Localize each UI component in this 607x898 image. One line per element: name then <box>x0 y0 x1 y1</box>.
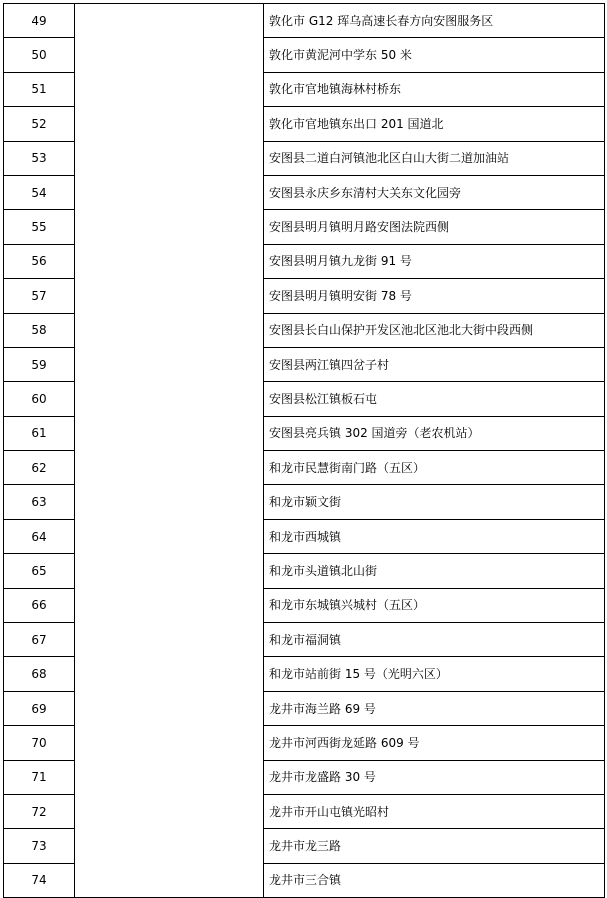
row-location: 安图县亮兵镇 302 国道旁（老农机站） <box>264 416 605 450</box>
row-location: 安图县永庆乡东清村大关东文化园旁 <box>264 175 605 209</box>
row-number: 72 <box>4 794 75 828</box>
row-number: 64 <box>4 519 75 553</box>
row-location: 安图县松江镇板石屯 <box>264 382 605 416</box>
row-location: 安图县长白山保护开发区池北区池北大街中段西侧 <box>264 313 605 347</box>
row-number: 67 <box>4 623 75 657</box>
row-number: 73 <box>4 829 75 863</box>
row-number: 51 <box>4 72 75 106</box>
row-location: 安图县二道白河镇池北区白山大街二道加油站 <box>264 141 605 175</box>
row-number: 50 <box>4 38 75 72</box>
table-row <box>4 4 605 38</box>
row-number: 65 <box>4 554 75 588</box>
row-location: 和龙市民慧街南门路（五区） <box>264 451 605 485</box>
row-location: 龙井市海兰路 69 号 <box>264 691 605 725</box>
row-location: 和龙市颖文街 <box>264 485 605 519</box>
row-number: 74 <box>4 863 75 897</box>
row-number: 52 <box>4 107 75 141</box>
location-table-container <box>3 3 605 898</box>
merged-blank-cell <box>75 4 264 898</box>
row-number: 63 <box>4 485 75 519</box>
row-number: 54 <box>4 175 75 209</box>
row-number: 68 <box>4 657 75 691</box>
row-location: 敦化市官地镇海林村桥东 <box>264 72 605 106</box>
row-number: 56 <box>4 244 75 278</box>
row-number: 69 <box>4 691 75 725</box>
row-location: 龙井市三合镇 <box>264 863 605 897</box>
row-location: 敦化市 G12 珲乌高速长春方向安图服务区 <box>264 4 605 38</box>
row-location: 和龙市站前街 15 号（光明六区） <box>264 657 605 691</box>
row-location: 和龙市西城镇 <box>264 519 605 553</box>
row-location: 敦化市官地镇东出口 201 国道北 <box>264 107 605 141</box>
row-number: 53 <box>4 141 75 175</box>
table-body <box>4 4 605 898</box>
row-number: 59 <box>4 347 75 381</box>
row-location: 安图县明月镇明安街 78 号 <box>264 279 605 313</box>
row-number: 61 <box>4 416 75 450</box>
row-number: 66 <box>4 588 75 622</box>
row-number: 60 <box>4 382 75 416</box>
row-location: 龙井市龙三路 <box>264 829 605 863</box>
row-number: 58 <box>4 313 75 347</box>
row-number: 71 <box>4 760 75 794</box>
row-location: 龙井市开山屯镇光昭村 <box>264 794 605 828</box>
row-location: 安图县明月镇明月路安图法院西侧 <box>264 210 605 244</box>
row-location: 安图县两江镇四岔子村 <box>264 347 605 381</box>
row-location: 和龙市东城镇兴城村（五区） <box>264 588 605 622</box>
row-location: 龙井市龙盛路 30 号 <box>264 760 605 794</box>
row-location: 和龙市福洞镇 <box>264 623 605 657</box>
row-number: 62 <box>4 451 75 485</box>
row-location: 龙井市河西街龙延路 609 号 <box>264 726 605 760</box>
row-location: 安图县明月镇九龙街 91 号 <box>264 244 605 278</box>
location-table <box>3 3 605 898</box>
row-number: 49 <box>4 4 75 38</box>
row-location: 敦化市黄泥河中学东 50 米 <box>264 38 605 72</box>
row-number: 55 <box>4 210 75 244</box>
row-number: 70 <box>4 726 75 760</box>
row-location: 和龙市头道镇北山街 <box>264 554 605 588</box>
row-number: 57 <box>4 279 75 313</box>
